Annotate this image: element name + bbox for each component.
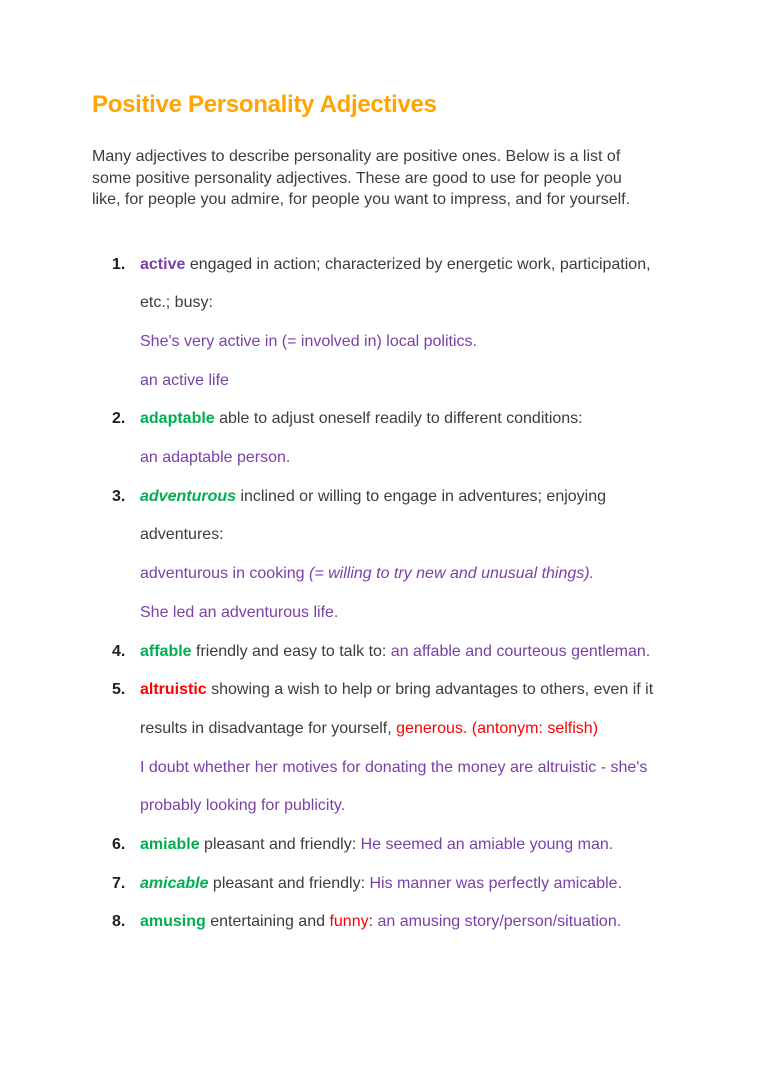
text-segment: generous. (antonym: selfish) [396,719,599,737]
text-segment: an adaptable person. [140,449,291,467]
text-segment: amusing [140,913,206,931]
text-segment: inclined or willing to engage in adventures; enjoying adventures: [140,487,607,544]
text-segment: funny [329,913,369,931]
adjective-list [112,246,676,943]
item-number: 3. [112,487,126,505]
example-line [140,594,676,633]
text-segment: able to adjust oneself readily to different conditions: [214,410,583,428]
text-segment: amiable [140,836,200,854]
text-segment: affable [140,642,192,660]
item-number: 5. [112,681,126,699]
definition-line [140,400,676,439]
text-segment: engaged in action; characterized by energetic work, participation, etc.; busy: [140,255,651,312]
intro-line: Many adjectives to describe personality are positive ones. Below is a list of [92,148,621,165]
text-segment: an affable and courteous gentleman. [390,642,651,660]
text-segment: (= willing to try new and unusual things). [309,565,595,583]
list-item [112,903,676,942]
item-number: 8. [112,913,126,931]
definition-line [140,671,676,748]
text-segment: active [140,255,186,273]
definition-line [140,246,676,323]
text-segment: an active life [140,371,229,389]
list-item [112,671,676,826]
item-number: 1. [112,255,126,273]
list-item [112,478,676,633]
intro-line: like, for people you admire, for people you want to impress, and for yourself. [92,191,631,208]
definition-line [140,826,676,865]
definition-line [140,633,676,672]
example-line [140,323,676,362]
example-line [140,749,676,826]
list-item [112,826,676,865]
item-number: 6. [112,836,126,854]
text-segment: : [368,913,378,931]
list-item [112,400,676,477]
list-item [112,633,676,672]
text-segment: entertaining and [205,913,330,931]
definition-line [140,865,676,904]
text-segment: pleasant and friendly: [208,874,370,892]
text-segment: friendly and easy to talk to: [191,642,391,660]
item-number: 7. [112,874,126,892]
text-segment: pleasant and friendly: [199,836,361,854]
text-segment: adaptable [140,410,215,428]
intro-line: some positive personality adjectives. These are good to use for people you [92,169,622,187]
text-segment: She led an adventurous life. [140,603,339,621]
definition-line [140,903,676,942]
example-line [140,555,676,594]
text-segment: adventurous in cooking [140,565,309,583]
list-item [112,865,676,904]
list-item [112,246,676,401]
text-segment: adventurous [140,487,237,505]
text-segment: amicable [140,874,209,892]
page-title: Positive Personality Adjectives [92,91,437,118]
text-segment: an amusing story/person/situation. [377,913,622,931]
text-segment: She's very active in (= involved in) local politics. [140,332,477,350]
example-line [140,439,676,478]
example-line [140,362,676,401]
text-segment: altruistic [140,681,207,699]
definition-line [140,478,676,555]
item-number: 4. [112,642,126,660]
text-segment: He seemed an amiable young man. [360,836,614,854]
text-segment: I doubt whether her motives for donating the money are altruistic - she's probably looking for publicity. [140,758,648,815]
text-segment: His manner was perfectly amicable. [369,874,623,892]
intro-paragraph [92,146,676,211]
item-number: 2. [112,410,126,428]
text-segment: showing a wish to help or bring advantages to others, even if it results in disadvantage for yourself, [140,681,654,737]
